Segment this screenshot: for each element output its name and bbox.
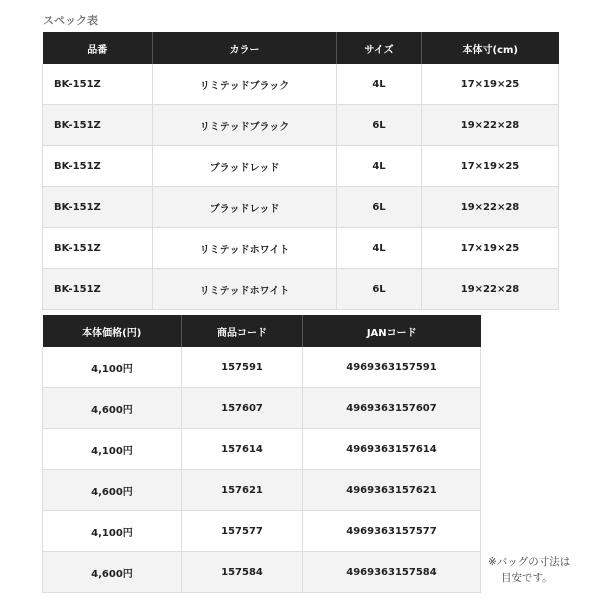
size-cell: 6L [337, 105, 422, 146]
dimensions-cell: 19×22×28 [422, 187, 559, 228]
header-color: カラー [153, 32, 337, 64]
size-cell: 6L [337, 187, 422, 228]
price-cell: 4,100円 [43, 511, 182, 552]
jan-code-cell: 4969363157584 [303, 552, 481, 593]
dimensions-cell: 17×19×25 [422, 146, 559, 187]
price-cell: 4,600円 [43, 388, 182, 429]
size-note-line1: ※バッグの寸法は [488, 556, 571, 568]
header-price: 本体価格(円) [43, 315, 182, 347]
dimensions-cell: 17×19×25 [422, 228, 559, 269]
product-number-cell: BK-151Z [43, 105, 153, 146]
price-table-header-row [43, 315, 481, 347]
dimensions-cell: 17×19×25 [422, 64, 559, 105]
product-code-cell: 157577 [182, 511, 303, 552]
product-code-cell: 157621 [182, 470, 303, 511]
table-row [43, 347, 481, 388]
spec-table-header-row [43, 32, 559, 64]
table-row [43, 105, 559, 146]
product-code-cell: 157607 [182, 388, 303, 429]
price-cell: 4,100円 [43, 429, 182, 470]
price-table [42, 315, 481, 593]
jan-code-cell: 4969363157577 [303, 511, 481, 552]
jan-code-cell: 4969363157621 [303, 470, 481, 511]
color-cell: リミテッドブラック [153, 105, 337, 146]
table-row [43, 388, 481, 429]
spec-table-title: スペック表 [43, 14, 98, 27]
dimensions-cell: 19×22×28 [422, 269, 559, 310]
table-row [43, 228, 559, 269]
dimensions-cell: 19×22×28 [422, 105, 559, 146]
product-code-cell: 157614 [182, 429, 303, 470]
table-row [43, 511, 481, 552]
product-number-cell: BK-151Z [43, 187, 153, 228]
size-cell: 6L [337, 269, 422, 310]
jan-code-cell: 4969363157591 [303, 347, 481, 388]
color-cell: リミテッドホワイト [153, 269, 337, 310]
product-number-cell: BK-151Z [43, 64, 153, 105]
spec-table [42, 32, 559, 310]
size-note [488, 554, 588, 586]
header-jan-code: JANコード [303, 315, 481, 347]
price-cell: 4,100円 [43, 347, 182, 388]
header-dimensions: 本体寸(cm) [422, 32, 559, 64]
size-cell: 4L [337, 146, 422, 187]
jan-code-cell: 4969363157614 [303, 429, 481, 470]
product-number-cell: BK-151Z [43, 146, 153, 187]
header-product-code: 商品コード [182, 315, 303, 347]
table-row [43, 470, 481, 511]
product-code-cell: 157584 [182, 552, 303, 593]
table-row [43, 552, 481, 593]
color-cell: リミテッドホワイト [153, 228, 337, 269]
color-cell: ブラッドレッド [153, 187, 337, 228]
size-cell: 4L [337, 228, 422, 269]
table-row [43, 269, 559, 310]
product-number-cell: BK-151Z [43, 269, 153, 310]
jan-code-cell: 4969363157607 [303, 388, 481, 429]
color-cell: リミテッドブラック [153, 64, 337, 105]
table-row [43, 187, 559, 228]
product-code-cell: 157591 [182, 347, 303, 388]
price-cell: 4,600円 [43, 470, 182, 511]
header-size: サイズ [337, 32, 422, 64]
price-cell: 4,600円 [43, 552, 182, 593]
table-row [43, 64, 559, 105]
size-note-line2: 目安です。 [501, 572, 553, 584]
size-cell: 4L [337, 64, 422, 105]
product-number-cell: BK-151Z [43, 228, 153, 269]
table-row [43, 146, 559, 187]
table-row [43, 429, 481, 470]
header-product-number: 品番 [43, 32, 153, 64]
color-cell: ブラッドレッド [153, 146, 337, 187]
